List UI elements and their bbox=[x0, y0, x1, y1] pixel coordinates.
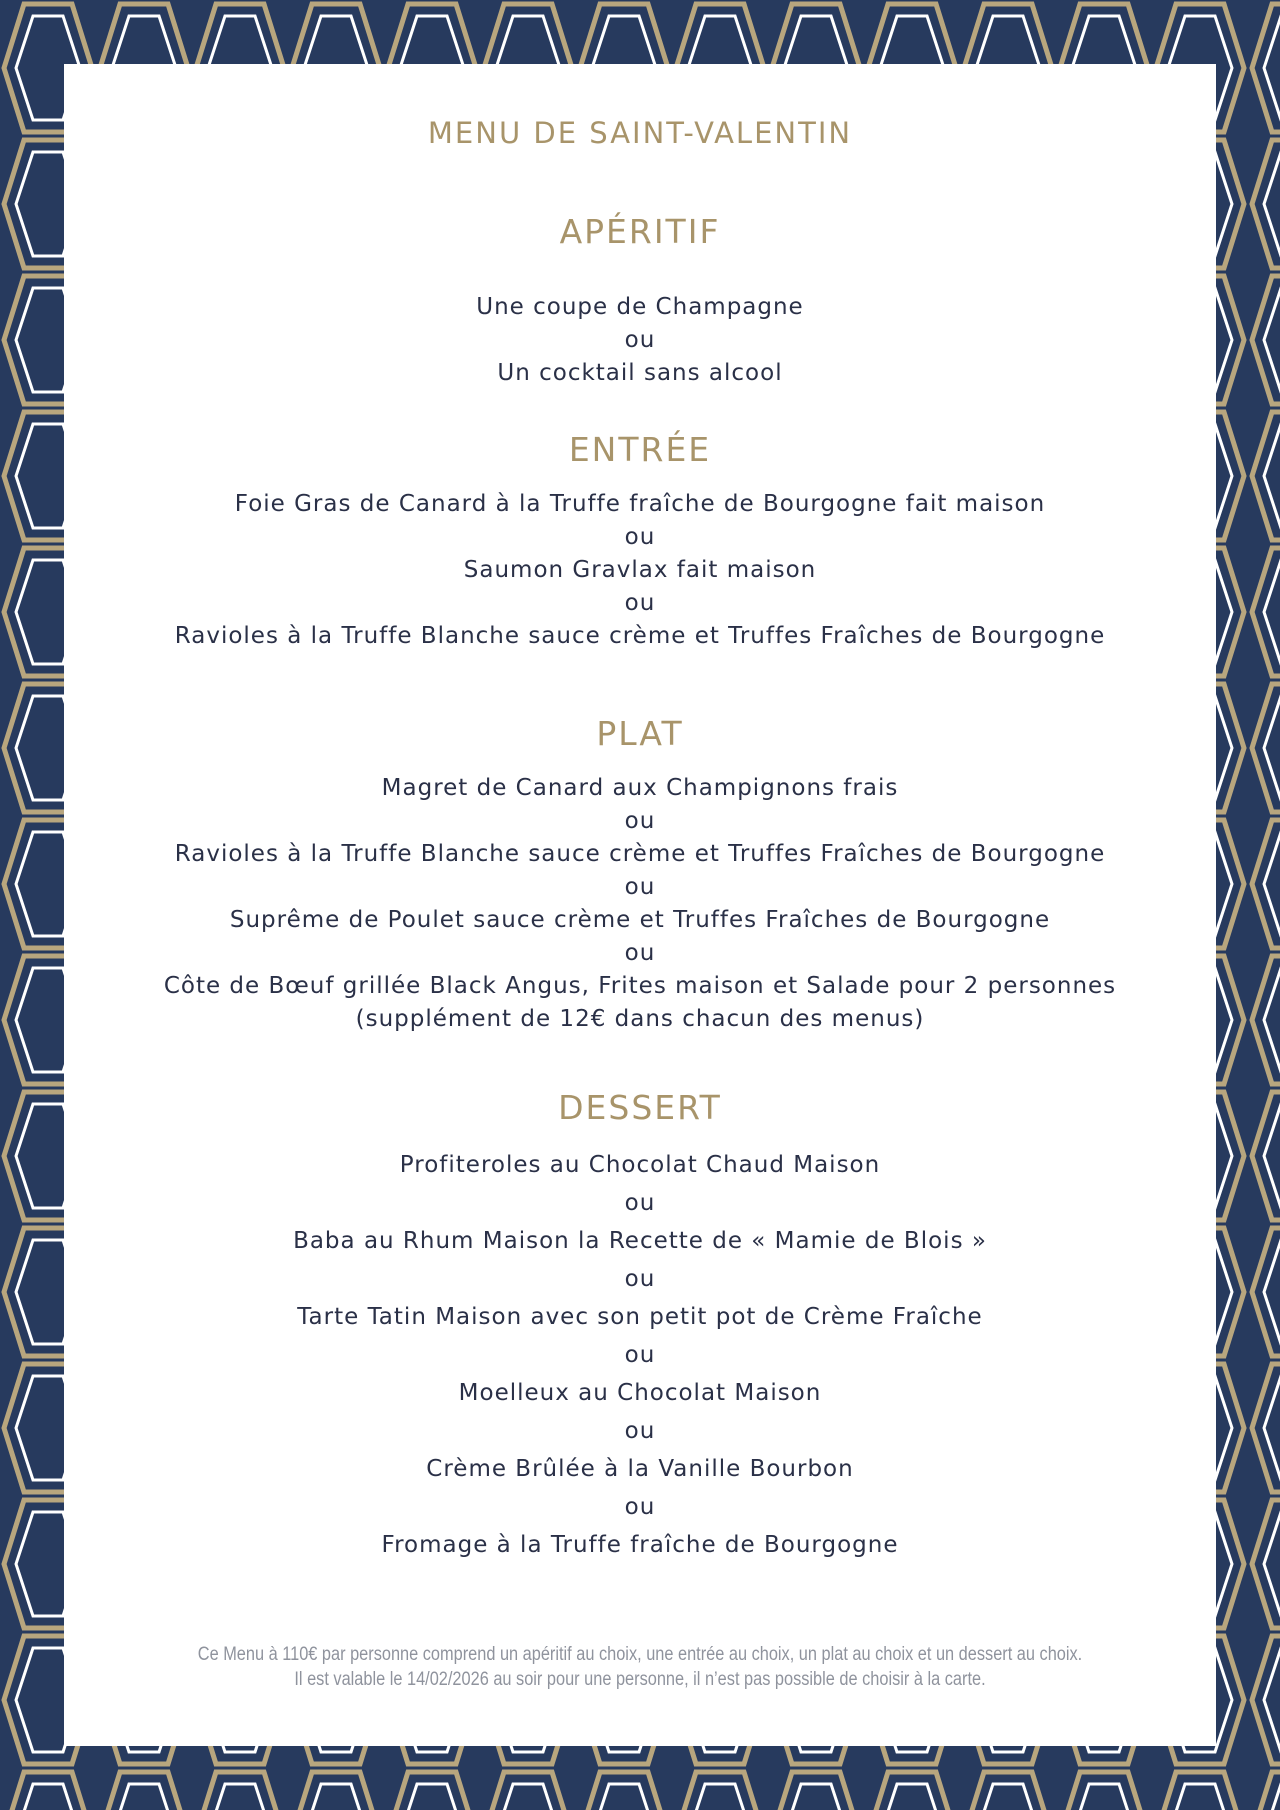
aperitif-item: Une coupe de Champagne bbox=[476, 294, 804, 320]
entree-item: Saumon Gravlax fait maison bbox=[463, 557, 817, 583]
or-separator: ou bbox=[624, 1494, 656, 1520]
or-separator: ou bbox=[624, 940, 656, 966]
aperitif-heading: APÉRITIF bbox=[559, 212, 721, 251]
entree-item: Ravioles à la Truffe Blanche sauce crème et Truffes Fraîches de Bourgogne bbox=[174, 623, 1106, 649]
plat-item: Ravioles à la Truffe Blanche sauce crème et Truffes Fraîches de Bourgogne bbox=[174, 841, 1106, 867]
or-separator: ou bbox=[624, 1190, 656, 1216]
menu-title: MENU DE SAINT-VALENTIN bbox=[427, 116, 853, 150]
dessert-item: Fromage à la Truffe fraîche de Bourgogne bbox=[381, 1532, 899, 1558]
or-separator: ou bbox=[624, 590, 656, 616]
dessert-heading: DESSERT bbox=[558, 1088, 722, 1127]
menu-card bbox=[64, 64, 1216, 1746]
dessert-item: Crème Brûlée à la Vanille Bourbon bbox=[426, 1456, 854, 1482]
footer-conditions-line-2: Il est valable le 14/02/2026 au soir pour une personne, il n’est pas possible de choisir à la carte. bbox=[294, 1669, 986, 1690]
or-separator: ou bbox=[624, 1418, 656, 1444]
plat-item: Suprême de Poulet sauce crème et Truffes Fraîches de Bourgogne bbox=[229, 907, 1051, 933]
entree-item: Foie Gras de Canard à la Truffe fraîche de Bourgogne fait maison bbox=[234, 491, 1046, 517]
aperitif-item: Un cocktail sans alcool bbox=[497, 360, 783, 386]
plat-heading: PLAT bbox=[596, 714, 684, 753]
plat-item: Magret de Canard aux Champignons frais bbox=[381, 775, 899, 801]
dessert-item: Moelleux au Chocolat Maison bbox=[458, 1380, 822, 1406]
dessert-item: Baba au Rhum Maison la Recette de « Mamie de Blois » bbox=[293, 1228, 987, 1254]
or-separator: ou bbox=[624, 1266, 656, 1292]
or-separator: ou bbox=[624, 874, 656, 900]
or-separator: ou bbox=[624, 1342, 656, 1368]
entree-heading: ENTRÉE bbox=[568, 430, 712, 469]
or-separator: ou bbox=[624, 327, 656, 353]
footer-conditions-line-1: Ce Menu à 110€ par personne comprend un apéritif au choix, une entrée au choix, un plat au choix et un dessert au choix. bbox=[197, 1644, 1083, 1665]
plat-item: Côte de Bœuf grillée Black Angus, Frites maison et Salade pour 2 personnes bbox=[163, 973, 1117, 999]
plat-supplement-note: (supplément de 12€ dans chacun des menus) bbox=[355, 1006, 925, 1032]
or-separator: ou bbox=[624, 524, 656, 550]
or-separator: ou bbox=[624, 808, 656, 834]
dessert-item: Profiteroles au Chocolat Chaud Maison bbox=[399, 1152, 881, 1178]
dessert-item: Tarte Tatin Maison avec son petit pot de Crème Fraîche bbox=[297, 1304, 983, 1330]
